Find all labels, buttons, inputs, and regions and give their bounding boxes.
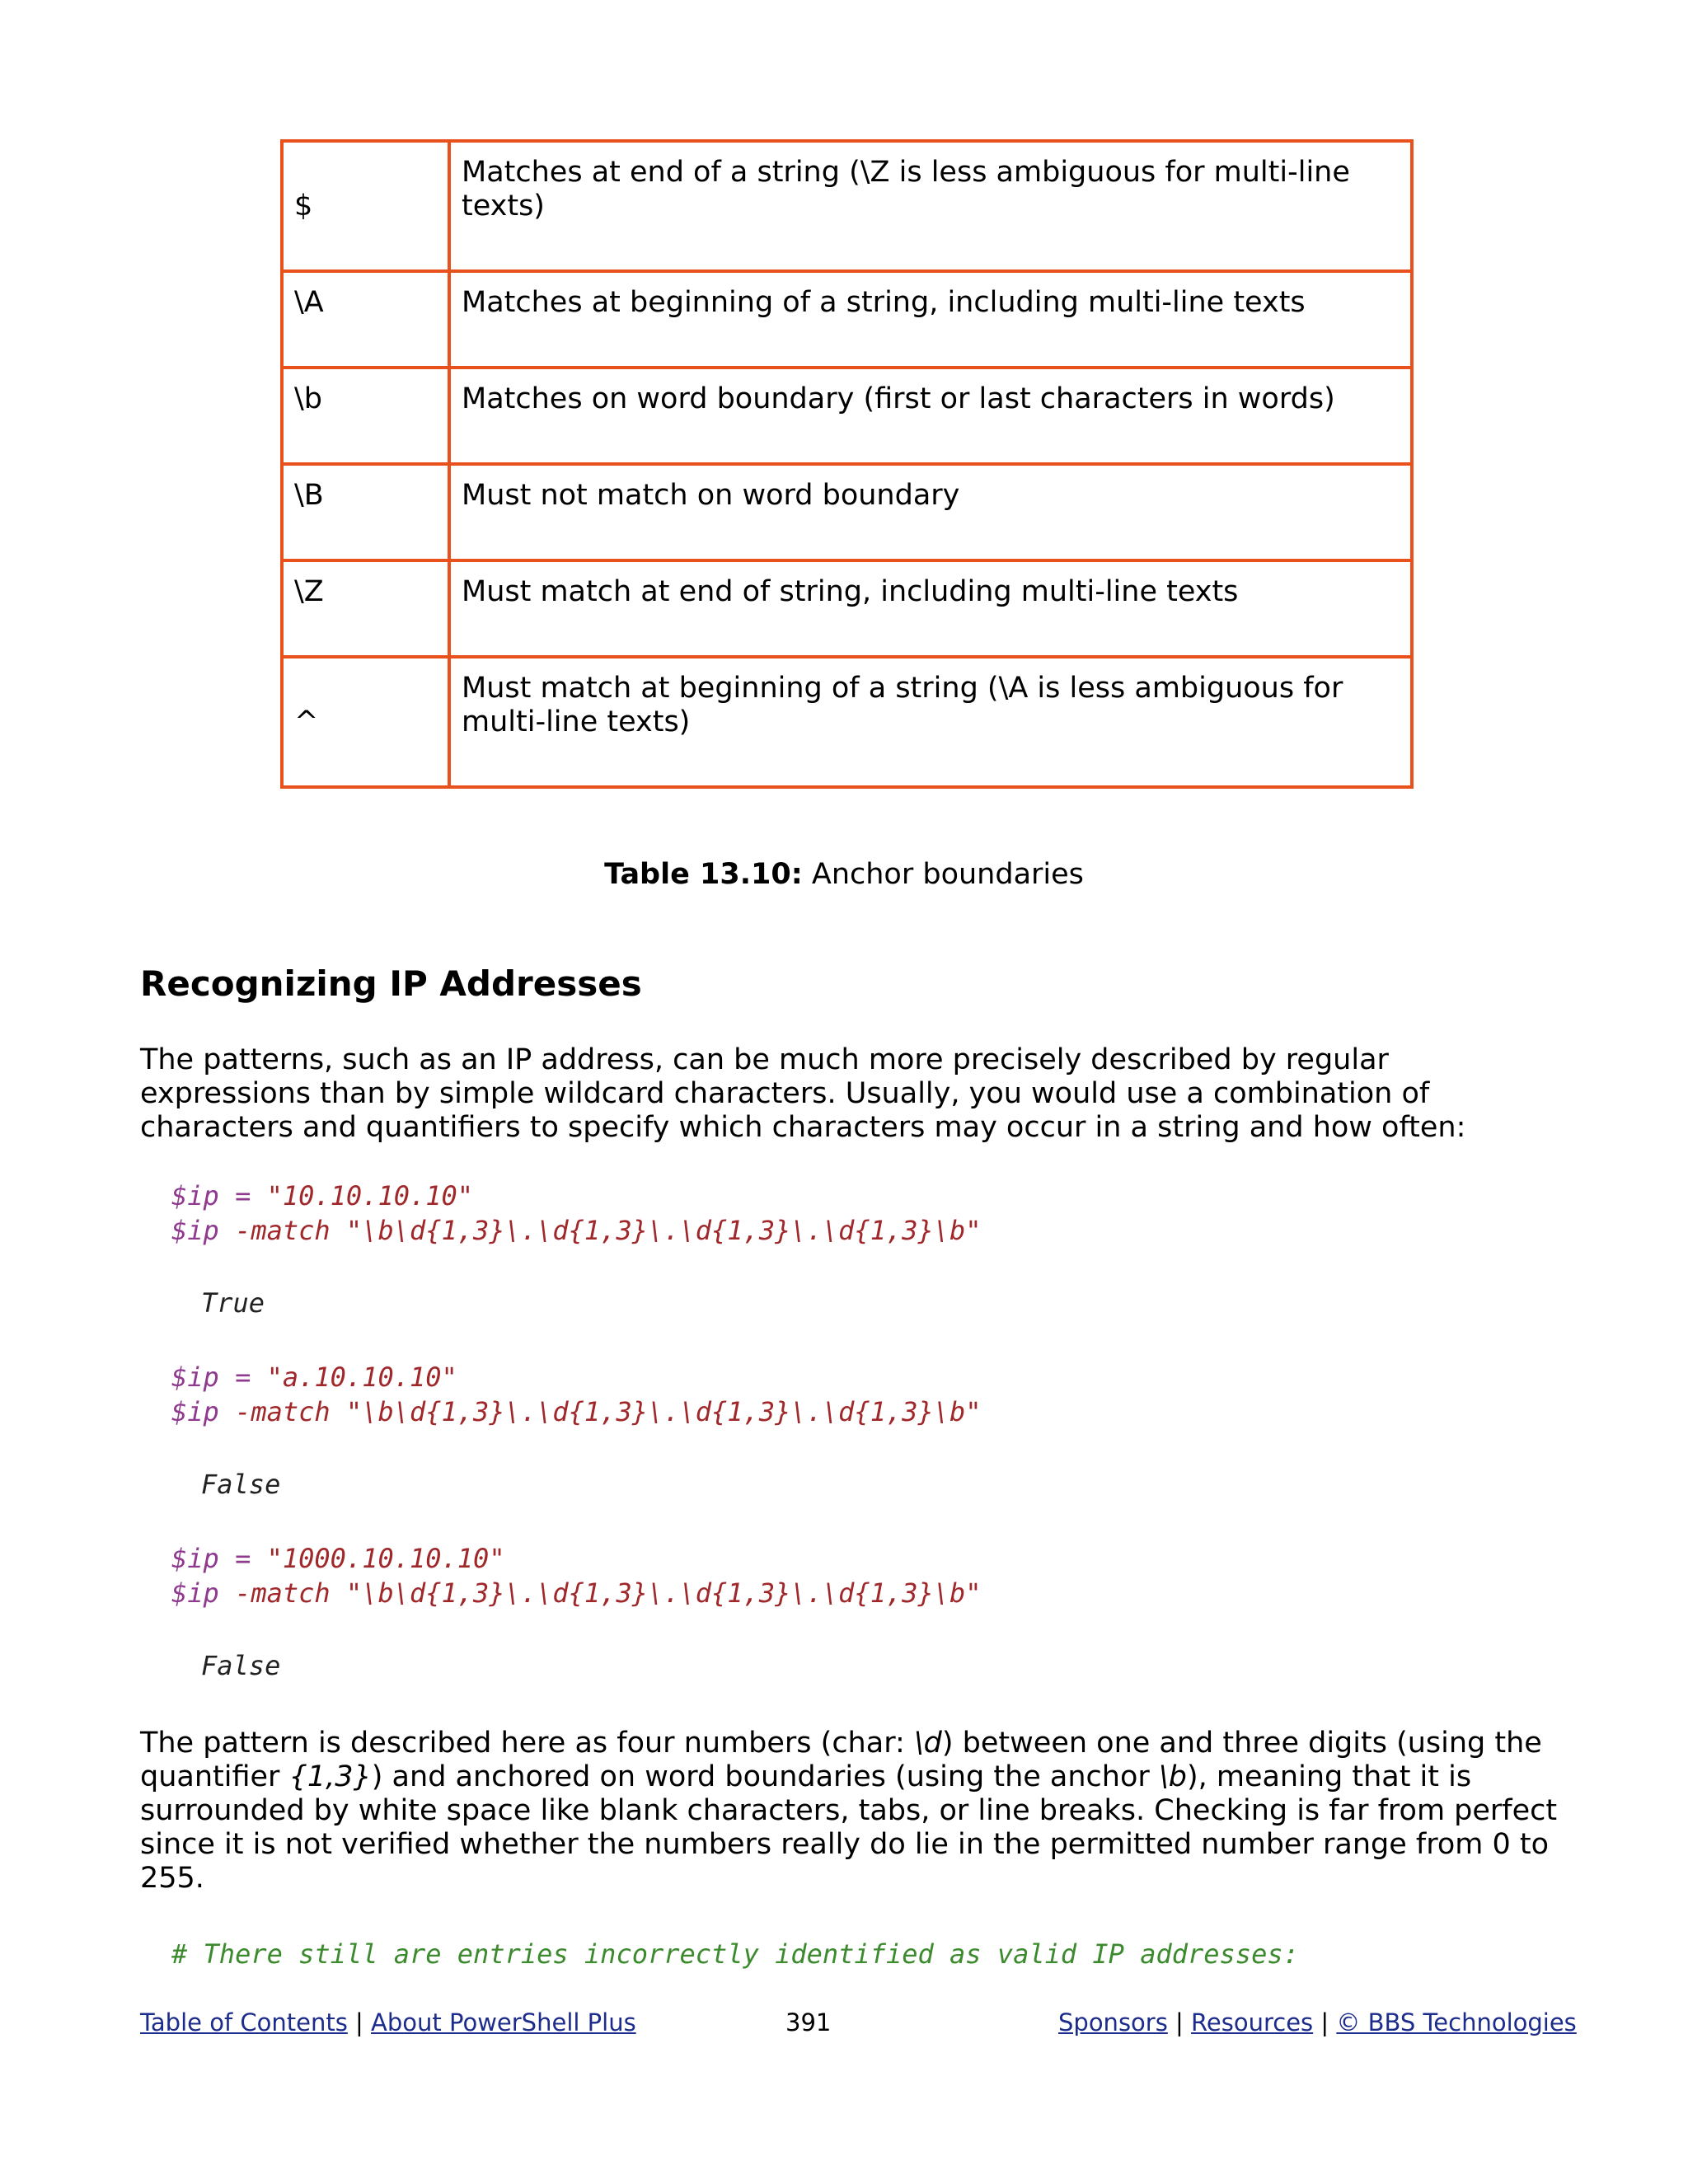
code-block bbox=[171, 1541, 982, 1610]
footer-separator: | bbox=[347, 2008, 372, 2036]
table-cell-description: Must match at beginning of a string (\A is less ambiguous for multi-line texts) bbox=[449, 657, 1412, 787]
table-cell-description: Matches at end of a string (\Z is less ambiguous for multi-line texts) bbox=[449, 141, 1412, 271]
footer-separator: | bbox=[1167, 2008, 1192, 2036]
code-string: "a.10.10.10" bbox=[266, 1361, 457, 1393]
table-caption bbox=[0, 857, 1688, 892]
code-variable: $ip bbox=[171, 1215, 219, 1246]
code-block bbox=[171, 1179, 982, 1248]
table-row bbox=[282, 560, 1412, 657]
explanation-text: ), meaning that it is surrounded by white space like blank characters, tabs, or line breaks. Checking is far from perfect since it is not verified whether the numbers really do lie in the permitted number range from 0 to 255. bbox=[140, 1760, 1558, 1895]
explanation-text: The pattern is described here as four numbers (char: bbox=[140, 1727, 914, 1760]
code-pattern: "\b\d{1,3}\.\d{1,3}\.\d{1,3}\.\d{1,3}\b" bbox=[345, 1577, 982, 1609]
code-variable: $ip bbox=[171, 1180, 219, 1212]
code-operator: = bbox=[218, 1361, 267, 1393]
code-operator: = bbox=[218, 1543, 267, 1574]
code-block bbox=[171, 1360, 982, 1429]
footer-separator: | bbox=[1313, 2008, 1337, 2036]
code-operator: -match bbox=[218, 1396, 346, 1427]
code-variable: $ip bbox=[171, 1396, 219, 1427]
table-cell-symbol: \b bbox=[282, 368, 449, 464]
code-operator: -match bbox=[218, 1577, 346, 1609]
explanation-code: \d bbox=[913, 1727, 942, 1760]
table-cell-symbol: ^ bbox=[282, 657, 449, 787]
footer-right-links bbox=[1058, 2008, 1577, 2037]
code-comment: # There still are entries incorrectly identified as valid IP addresses: bbox=[171, 1938, 1299, 1970]
table-cell-symbol: \Z bbox=[282, 560, 449, 657]
footer-left-links bbox=[140, 2008, 636, 2037]
table-cell-symbol: \A bbox=[282, 271, 449, 368]
explanation-text: ) and anchored on word boundaries (using the anchor bbox=[371, 1760, 1159, 1793]
explanation-paragraph bbox=[140, 1727, 1558, 1896]
footer-link-copyright[interactable]: © BBS Technologies bbox=[1336, 2008, 1577, 2036]
code-output: False bbox=[201, 1650, 281, 1681]
code-variable: $ip bbox=[171, 1361, 219, 1393]
code-operator: -match bbox=[218, 1215, 346, 1246]
table-cell-description: Must not match on word boundary bbox=[449, 464, 1412, 560]
footer-link-sponsors[interactable]: Sponsors bbox=[1058, 2008, 1168, 2036]
code-string: "1000.10.10.10" bbox=[266, 1543, 505, 1574]
table-cell-description: Matches on word boundary (first or last characters in words) bbox=[449, 368, 1412, 464]
table-row bbox=[282, 271, 1412, 368]
table-caption-label: Table 13.10: bbox=[604, 858, 803, 891]
section-title: Recognizing IP Addresses bbox=[140, 963, 642, 1004]
footer-link-toc[interactable]: Table of Contents bbox=[140, 2008, 348, 2036]
explanation-code: {1,3} bbox=[288, 1760, 372, 1793]
table-cell-symbol: \B bbox=[282, 464, 449, 560]
page-number: 391 bbox=[785, 2008, 832, 2036]
table-row bbox=[282, 368, 1412, 464]
table-row bbox=[282, 657, 1412, 787]
table-cell-symbol: $ bbox=[282, 141, 449, 271]
table-caption-text: Anchor boundaries bbox=[802, 858, 1084, 891]
table-cell-description: Matches at beginning of a string, including multi-line texts bbox=[449, 271, 1412, 368]
explanation-text: ) between one and three digits (using the quantifier bbox=[140, 1727, 1542, 1793]
code-variable: $ip bbox=[171, 1577, 219, 1609]
code-variable: $ip bbox=[171, 1543, 219, 1574]
table-row bbox=[282, 141, 1412, 271]
code-output: True bbox=[201, 1287, 265, 1319]
code-operator: = bbox=[218, 1180, 267, 1212]
anchor-boundaries-table bbox=[280, 139, 1414, 789]
code-output: False bbox=[201, 1469, 281, 1500]
code-pattern: "\b\d{1,3}\.\d{1,3}\.\d{1,3}\.\d{1,3}\b" bbox=[345, 1215, 982, 1246]
footer-link-resources[interactable]: Resources bbox=[1191, 2008, 1314, 2036]
table-row bbox=[282, 464, 1412, 560]
footer-link-about[interactable]: About PowerShell Plus bbox=[371, 2008, 636, 2036]
intro-paragraph: The patterns, such as an IP address, can be much more precisely described by regular expressions than by simple wildcard characters. Usually, you would use a combination of characters and quantifiers to specify which characters may occur in a string and how often: bbox=[140, 1043, 1466, 1144]
table-cell-description: Must match at end of string, including multi-line texts bbox=[449, 560, 1412, 657]
explanation-code: \b bbox=[1158, 1760, 1187, 1793]
code-pattern: "\b\d{1,3}\.\d{1,3}\.\d{1,3}\.\d{1,3}\b" bbox=[345, 1396, 982, 1427]
code-string: "10.10.10.10" bbox=[266, 1180, 474, 1212]
